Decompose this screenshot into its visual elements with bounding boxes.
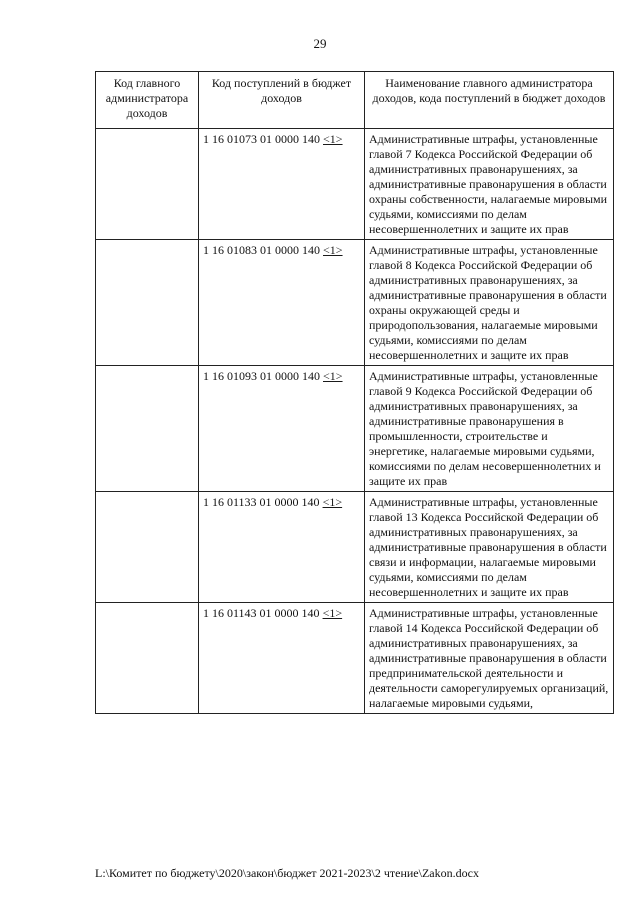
- table-row: [96, 240, 614, 366]
- footnote-link[interactable]: <1>: [323, 243, 343, 257]
- header-revenue-code: Код поступлений в бюджет доходов: [199, 72, 365, 129]
- revenue-name-cell: Административные штрафы, установленные главой 9 Кодекса Российской Федерации об административных правонарушениях, за административные правонарушения в промышленности, строительстве и энергетике, налагаемые мировыми судьями, комиссиями по делам несовершеннолетних и защите их прав: [365, 366, 614, 492]
- header-name: Наименование главного администратора доходов, кода поступлений в бюджет доходов: [365, 72, 614, 129]
- revenue-code: 1 16 01073 01 0000 140: [203, 132, 320, 146]
- revenue-code-cell: [199, 603, 365, 714]
- revenue-code: 1 16 01083 01 0000 140: [203, 243, 320, 257]
- table-row: [96, 603, 614, 714]
- revenue-codes-table: [95, 71, 614, 714]
- table-row: [96, 366, 614, 492]
- revenue-code: 1 16 01133 01 0000 140: [203, 495, 320, 509]
- revenue-code-cell: [199, 492, 365, 603]
- header-admin-code: Код главного администратора доходов: [96, 72, 199, 129]
- file-path-footer: L:\Комитет по бюджету\2020\закон\бюджет 2021-2023\2 чтение\Zakon.docx: [95, 866, 479, 880]
- revenue-code: 1 16 01093 01 0000 140: [203, 369, 320, 383]
- revenue-name-cell: Административные штрафы, установленные главой 8 Кодекса Российской Федерации об административных правонарушениях, за административные правонарушения в области охраны окружающей среды и природопользования, налагаемые мировыми судьями, комиссиями по делам несовершеннолетних и защите их прав: [365, 240, 614, 366]
- admin-code-cell: [96, 366, 199, 492]
- revenue-name-cell: Административные штрафы, установленные главой 14 Кодекса Российской Федерации об административных правонарушениях, за административные правонарушения в области предпринимательской деятельности и деятельности саморегулируемых организаций, налагаемые мировыми судьями,: [365, 603, 614, 714]
- footnote-link[interactable]: <1>: [323, 369, 343, 383]
- table-row: [96, 492, 614, 603]
- table-row: [96, 129, 614, 240]
- revenue-name-cell: Административные штрафы, установленные главой 13 Кодекса Российской Федерации об административных правонарушениях, за административные правонарушения в области связи и информации, налагаемые мировыми судьями, комиссиями по делам несовершеннолетних и защите их прав: [365, 492, 614, 603]
- revenue-code-cell: [199, 129, 365, 240]
- revenue-name-cell: Административные штрафы, установленные главой 7 Кодекса Российской Федерации об административных правонарушениях, за административные правонарушения в области охраны собственности, налагаемые мировыми судьями, комиссиями по делам несовершеннолетних и защите их прав: [365, 129, 614, 240]
- revenue-code: 1 16 01143 01 0000 140: [203, 606, 320, 620]
- page-number: 29: [313, 36, 327, 51]
- revenue-code-cell: [199, 240, 365, 366]
- footnote-link[interactable]: <1>: [323, 132, 343, 146]
- admin-code-cell: [96, 240, 199, 366]
- footnote-link[interactable]: <1>: [322, 606, 343, 620]
- admin-code-cell: [96, 492, 199, 603]
- footnote-link[interactable]: <1>: [322, 495, 343, 509]
- admin-code-cell: [96, 129, 199, 240]
- revenue-code-cell: [199, 366, 365, 492]
- table-header-row: [96, 72, 614, 129]
- admin-code-cell: [96, 603, 199, 714]
